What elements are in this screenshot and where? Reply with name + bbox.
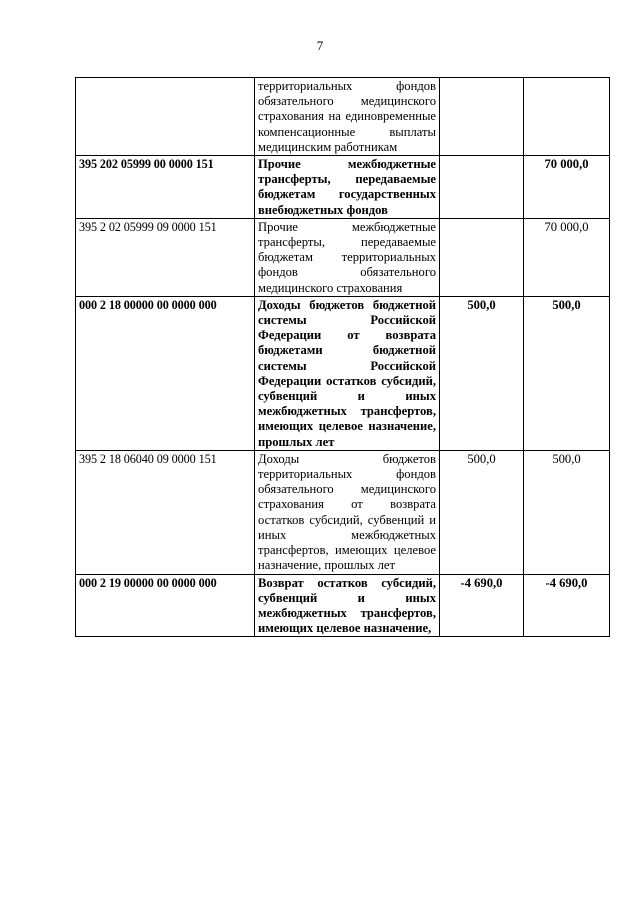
income-name-cell: Возврат остатков субсидий, субвенций и иных межбюджетных трансфертов, имеющих целевое назначение, [255, 574, 440, 637]
table-row [76, 574, 610, 637]
income-name-cell: территориальных фондов обязательного медицинского страхования на единовременные компенсационные выплаты медицинским работникам [255, 78, 440, 156]
amount-cell-1: 500,0 [440, 450, 524, 574]
table-row [76, 296, 610, 450]
amount-cell-2: 500,0 [524, 296, 610, 450]
income-name-cell: Доходы бюджетов бюджетной системы Российской Федерации от возврата бюджетами бюджетной системы Российской Федерации остатков субсидий, субвенций и иных межбюджетных трансфертов, имеющих целевое назначение, прошлых лет [255, 296, 440, 450]
amount-cell-2 [524, 78, 610, 156]
amount-cell-2: 70 000,0 [524, 156, 610, 219]
income-name-cell: Доходы бюджетов территориальных фондов обязательного медицинского страхования от возврата остатков субсидий, субвенций и иных межбюджетных трансфертов, имеющих целевое назначение, прошлых лет [255, 450, 440, 574]
amount-cell-1 [440, 78, 524, 156]
budget-code-cell: 000 2 18 00000 00 0000 000 [76, 296, 255, 450]
table-row [76, 218, 610, 296]
table-row [76, 450, 610, 574]
income-name-cell: Прочие межбюджетные трансферты, передаваемые бюджетам территориальных фондов обязательного медицинского страхования [255, 218, 440, 296]
income-name-cell: Прочие межбюджетные трансферты, передаваемые бюджетам государственных внебюджетных фондов [255, 156, 440, 219]
amount-cell-1: 500,0 [440, 296, 524, 450]
table-row [76, 78, 610, 156]
amount-cell-1 [440, 156, 524, 219]
amount-cell-2: 70 000,0 [524, 218, 610, 296]
table-row [76, 156, 610, 219]
amount-cell-2: -4 690,0 [524, 574, 610, 637]
budget-code-cell: 000 2 19 00000 00 0000 000 [76, 574, 255, 637]
budget-code-cell: 395 2 02 05999 09 0000 151 [76, 218, 255, 296]
budget-code-cell: 395 2 18 06040 09 0000 151 [76, 450, 255, 574]
amount-cell-2: 500,0 [524, 450, 610, 574]
budget-code-cell: 395 202 05999 00 0000 151 [76, 156, 255, 219]
amount-cell-1 [440, 218, 524, 296]
budget-table [75, 77, 610, 637]
amount-cell-1: -4 690,0 [440, 574, 524, 637]
page-number: 7 [316, 38, 324, 53]
budget-code-cell [76, 78, 255, 156]
